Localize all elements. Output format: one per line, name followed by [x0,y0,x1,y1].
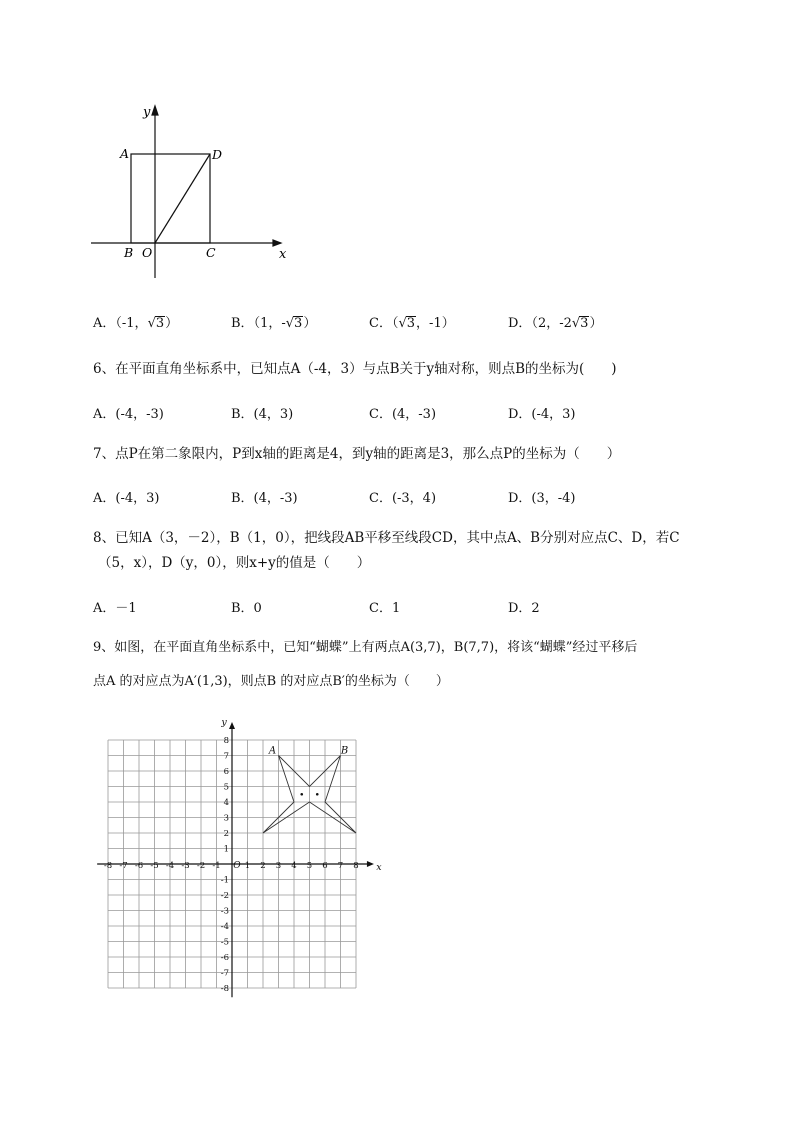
y-tick-label: 8 [223,736,229,746]
y-tick-label: 3 [223,813,229,824]
fig1-label-C: C [206,245,216,260]
q8-option-c[interactable]: C．1 [369,601,401,616]
y-tick-label: -1 [220,875,229,886]
y-tick-label: 7 [223,751,229,762]
q6-option-a[interactable]: A．(-4，-3) [93,407,164,422]
y-tick-label: 1 [223,844,229,855]
point-B-label: B [340,745,349,757]
y-tick-label: -8 [220,984,229,994]
fig1-label-D: D [212,147,223,162]
x-tick-label: -1 [212,861,221,871]
q7-option-b[interactable]: B．(4，-3) [231,491,298,506]
q9-stem-line1: 9、如图，在平面直角坐标系中，已知“蝴蝶”上有两点A(3,7)，B(7,7)，将该“蝴蝶”经过平移后 [93,640,638,655]
x-tick-label: 4 [291,861,297,871]
y-tick-label: -7 [220,968,229,979]
y-tick-label: 5 [223,782,229,793]
x-tick-label: 5 [306,861,313,871]
q6-option-d[interactable]: D．(-4，3) [508,407,576,422]
x-tick-label: -8 [103,861,113,871]
q8-stem-line1: 8、已知A（3，－2），B（1，0），把线段AB平移至线段CD，其中点A、B分别对应点C、D，若C [93,530,680,546]
q7-stem: 7、点P在第二象限内，P到x轴的距离是4，到y轴的距离是3，那么点P的坐标为（ ） [93,446,621,462]
x-tick-label: 7 [337,861,344,871]
x-axis-arrow [367,861,374,867]
x-tick-label: -6 [134,861,144,871]
q7-option-c[interactable]: C．(-3，4) [369,491,437,506]
x-tick-label: -2 [196,861,206,871]
butterfly-dot [300,793,303,796]
y-tick-label: 2 [223,829,229,839]
q6-option-b[interactable]: B．(4，3) [231,407,294,422]
q8-option-b[interactable]: B．0 [231,601,262,616]
fig1-label-x: x [279,247,287,262]
x-tick-label: 6 [322,861,328,871]
fig1-label-y: y [143,105,151,120]
q5-option-a[interactable]: A．（-1，√3） [93,316,179,331]
q7-option-a[interactable]: A．(-4，3) [93,491,160,506]
fig1-label-O: O [142,245,153,260]
y-axis-arrow [229,722,235,729]
x-tick-label: -7 [119,861,128,871]
x-tick-label: -3 [181,861,190,871]
q7-option-d[interactable]: D．(3，-4) [508,491,576,506]
q8-option-d[interactable]: D．2 [508,601,540,616]
q8-option-a[interactable]: A．－1 [93,601,137,616]
rectangle-figure [85,100,295,265]
x-tick-label: 8 [353,861,359,871]
point-A-label: A [268,745,277,757]
q5-option-b[interactable]: B．（1，-√3） [231,316,317,331]
x-tick-label: -4 [165,861,175,871]
y-tick-label: 6 [223,767,229,777]
q5-option-c[interactable]: C．（√3，-1） [369,316,455,331]
y-tick-label: -6 [220,953,229,963]
q9-stem-line2: 点A 的对应点为A′(1,3)，则点B 的对应点B′的坐标为（ ） [93,674,449,689]
q6-stem: 6、在平面直角坐标系中，已知点A（-4，3）与点B关于y轴对称，则点B的坐标为( ) [93,361,617,377]
butterfly-dot [316,793,319,796]
x-tick-label: 3 [275,861,282,871]
q8-stem-line2: （5，x），D（y，0），则x+y的值是（ ） [98,555,371,571]
q5-option-d[interactable]: D．（2，-2√3） [508,316,603,331]
fig1-label-B: B [124,245,134,260]
x-tick-label: -5 [150,861,159,871]
x-axis-label: x [376,862,382,873]
y-tick-label: -5 [220,937,229,948]
origin-label: O [233,861,241,871]
y-axis-label: y [221,717,227,729]
y-tick-label: -4 [220,922,229,932]
y-tick-label: -3 [220,906,229,917]
fig1-label-A: A [120,146,130,161]
y-tick-label: -2 [220,891,229,901]
x-tick-label: 2 [260,861,266,871]
butterfly-grid-figure [90,715,382,995]
y-tick-label: 4 [223,798,229,808]
q6-option-c[interactable]: C．(4，-3) [369,407,437,422]
x-tick-label: 1 [244,861,251,871]
